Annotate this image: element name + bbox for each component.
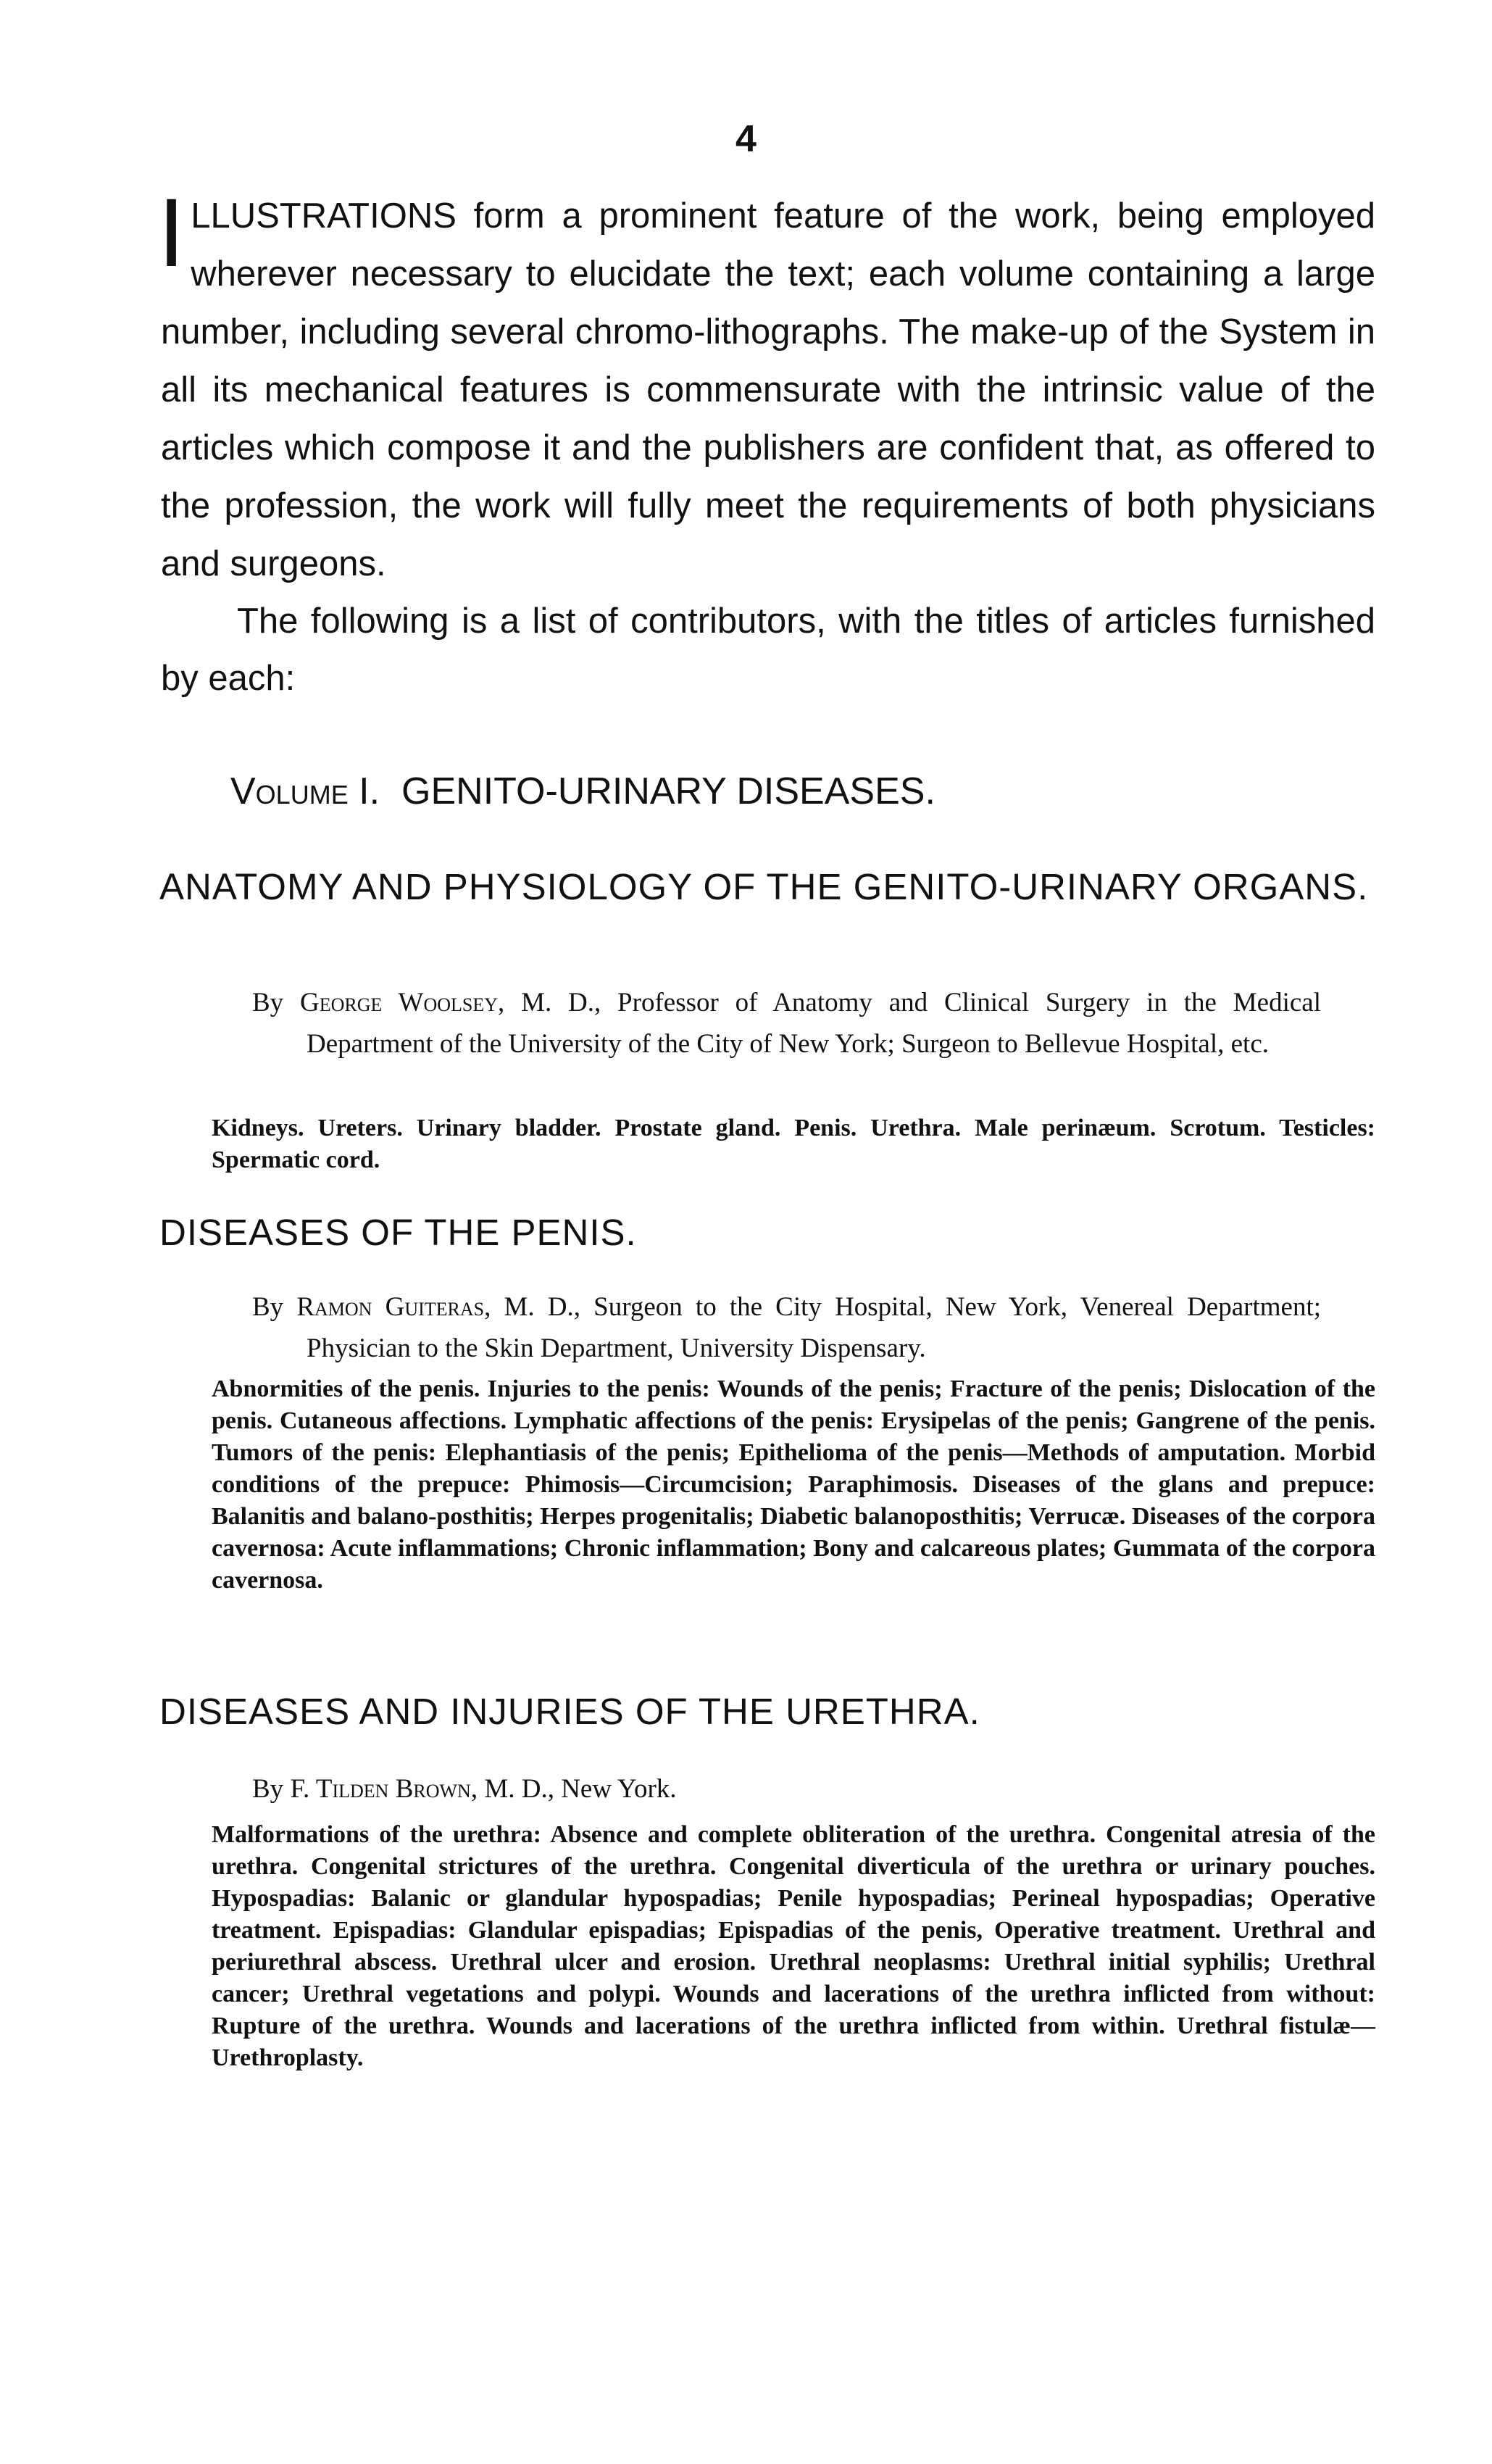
author-name: George Woolsey, bbox=[300, 988, 505, 1017]
section-topics-penis: Abnormities of the penis. Injuries to the penis: Wounds of the penis; Fracture of the penis; Dislocation of the penis. Cutaneous affections. Lymphatic affections of the penis: Erysipelas of the penis; Gangrene of the penis. Tumors of the penis: Elephantiasis of the penis; Epithelioma of the penis—Methods of amputation. Morbid conditions of the prepuce: Phimosis—Circumcision; Paraphimosis. Diseases of the glans and prepuce: Balanitis and balano-posthitis; Herpes progenitalis; Diabetic balanoposthitis; Verrucæ. Diseases of the corpora cavernosa: Acute inflammations; Chronic inflammation; Bony and calcareous plates; Gummata of the corpora cavernosa. bbox=[212, 1375, 1375, 1594]
author-by: By bbox=[252, 1292, 284, 1322]
volume-label: Volume I. bbox=[230, 770, 380, 812]
section-title-urethra: DISEASES AND INJURIES OF THE URETHRA. bbox=[159, 1691, 980, 1732]
section-author-urethra bbox=[252, 1768, 1321, 1810]
section-author-anatomy bbox=[252, 982, 1321, 1065]
volume-title: GENITO-URINARY DISEASES. bbox=[401, 770, 935, 812]
section-title-anatomy: ANATOMY AND PHYSIOLOGY OF THE GENITO-URINARY ORGANS. bbox=[159, 866, 1369, 907]
author-credentials: M. D., New York. bbox=[484, 1774, 677, 1804]
intro-paragraph-2: The following is a list of contributors, with the titles of articles furnished by each: bbox=[161, 602, 1375, 698]
author-by: By bbox=[252, 1774, 284, 1804]
section-author-penis bbox=[252, 1286, 1321, 1369]
intro-paragraph-1-text: LLUSTRATIONS form a prominent feature of the work, being employed wherever necessary to elucidate the text; each volume containing a large number, including several chromo-lithographs. The make-up of the System in all its mechanical features is commensurate with the intrinsic value of the articles which compose it and the publishers are confident that, as offered to the profession, the work will fully meet the requirements of both physicians and surgeons. bbox=[161, 196, 1375, 583]
section-title-penis: DISEASES OF THE PENIS. bbox=[159, 1212, 637, 1253]
author-name: Ramon Guiteras, bbox=[296, 1292, 491, 1322]
intro-paragraph-1 bbox=[158, 179, 1375, 593]
volume-heading bbox=[230, 770, 935, 813]
author-credentials: M. D., Surgeon to the City Hospital, New York, Venereal Department; Physician to the Skin Department, University Dispensary. bbox=[307, 1292, 1321, 1363]
section-topics-anatomy: Kidneys. Ureters. Urinary bladder. Prostate gland. Penis. Urethra. Male perinæum. Scrotum. Testicles: Spermatic cord. bbox=[212, 1115, 1375, 1173]
page-number: 4 bbox=[735, 118, 757, 160]
intro-text bbox=[158, 179, 1375, 707]
author-by: By bbox=[252, 988, 284, 1017]
author-credentials: M. D., Professor of Anatomy and Clinical Surgery in the Medical Department of the University of the City of New York; Surgeon to Bellevue Hospital, etc. bbox=[307, 988, 1322, 1059]
drop-cap: I bbox=[158, 179, 186, 287]
author-name: F. Tilden Brown, bbox=[290, 1774, 478, 1804]
section-topics-urethra: Malformations of the urethra: Absence and complete obliteration of the urethra. Congenital atresia of the urethra. Congenital strictures of the urethra. Congenital diverticula of the urethra or urinary pouches. Hypospadias: Balanic or glandular hypospadias; Penile hypospadias; Perineal hypospadias; Operative treatment. Epispadias: Glandular epispadias; Epispadias of the penis, Operative treatment. Urethral and periurethral abscess. Urethral ulcer and erosion. Urethral neoplasms: Urethral initial syphilis; Urethral cancer; Urethral vegetations and polypi. Wounds and lacerations of the urethra inflicted from without: Rupture of the urethra. Wounds and lacerations of the urethra inflicted from within. Urethral fistulæ—Urethroplasty. bbox=[212, 1821, 1375, 2071]
